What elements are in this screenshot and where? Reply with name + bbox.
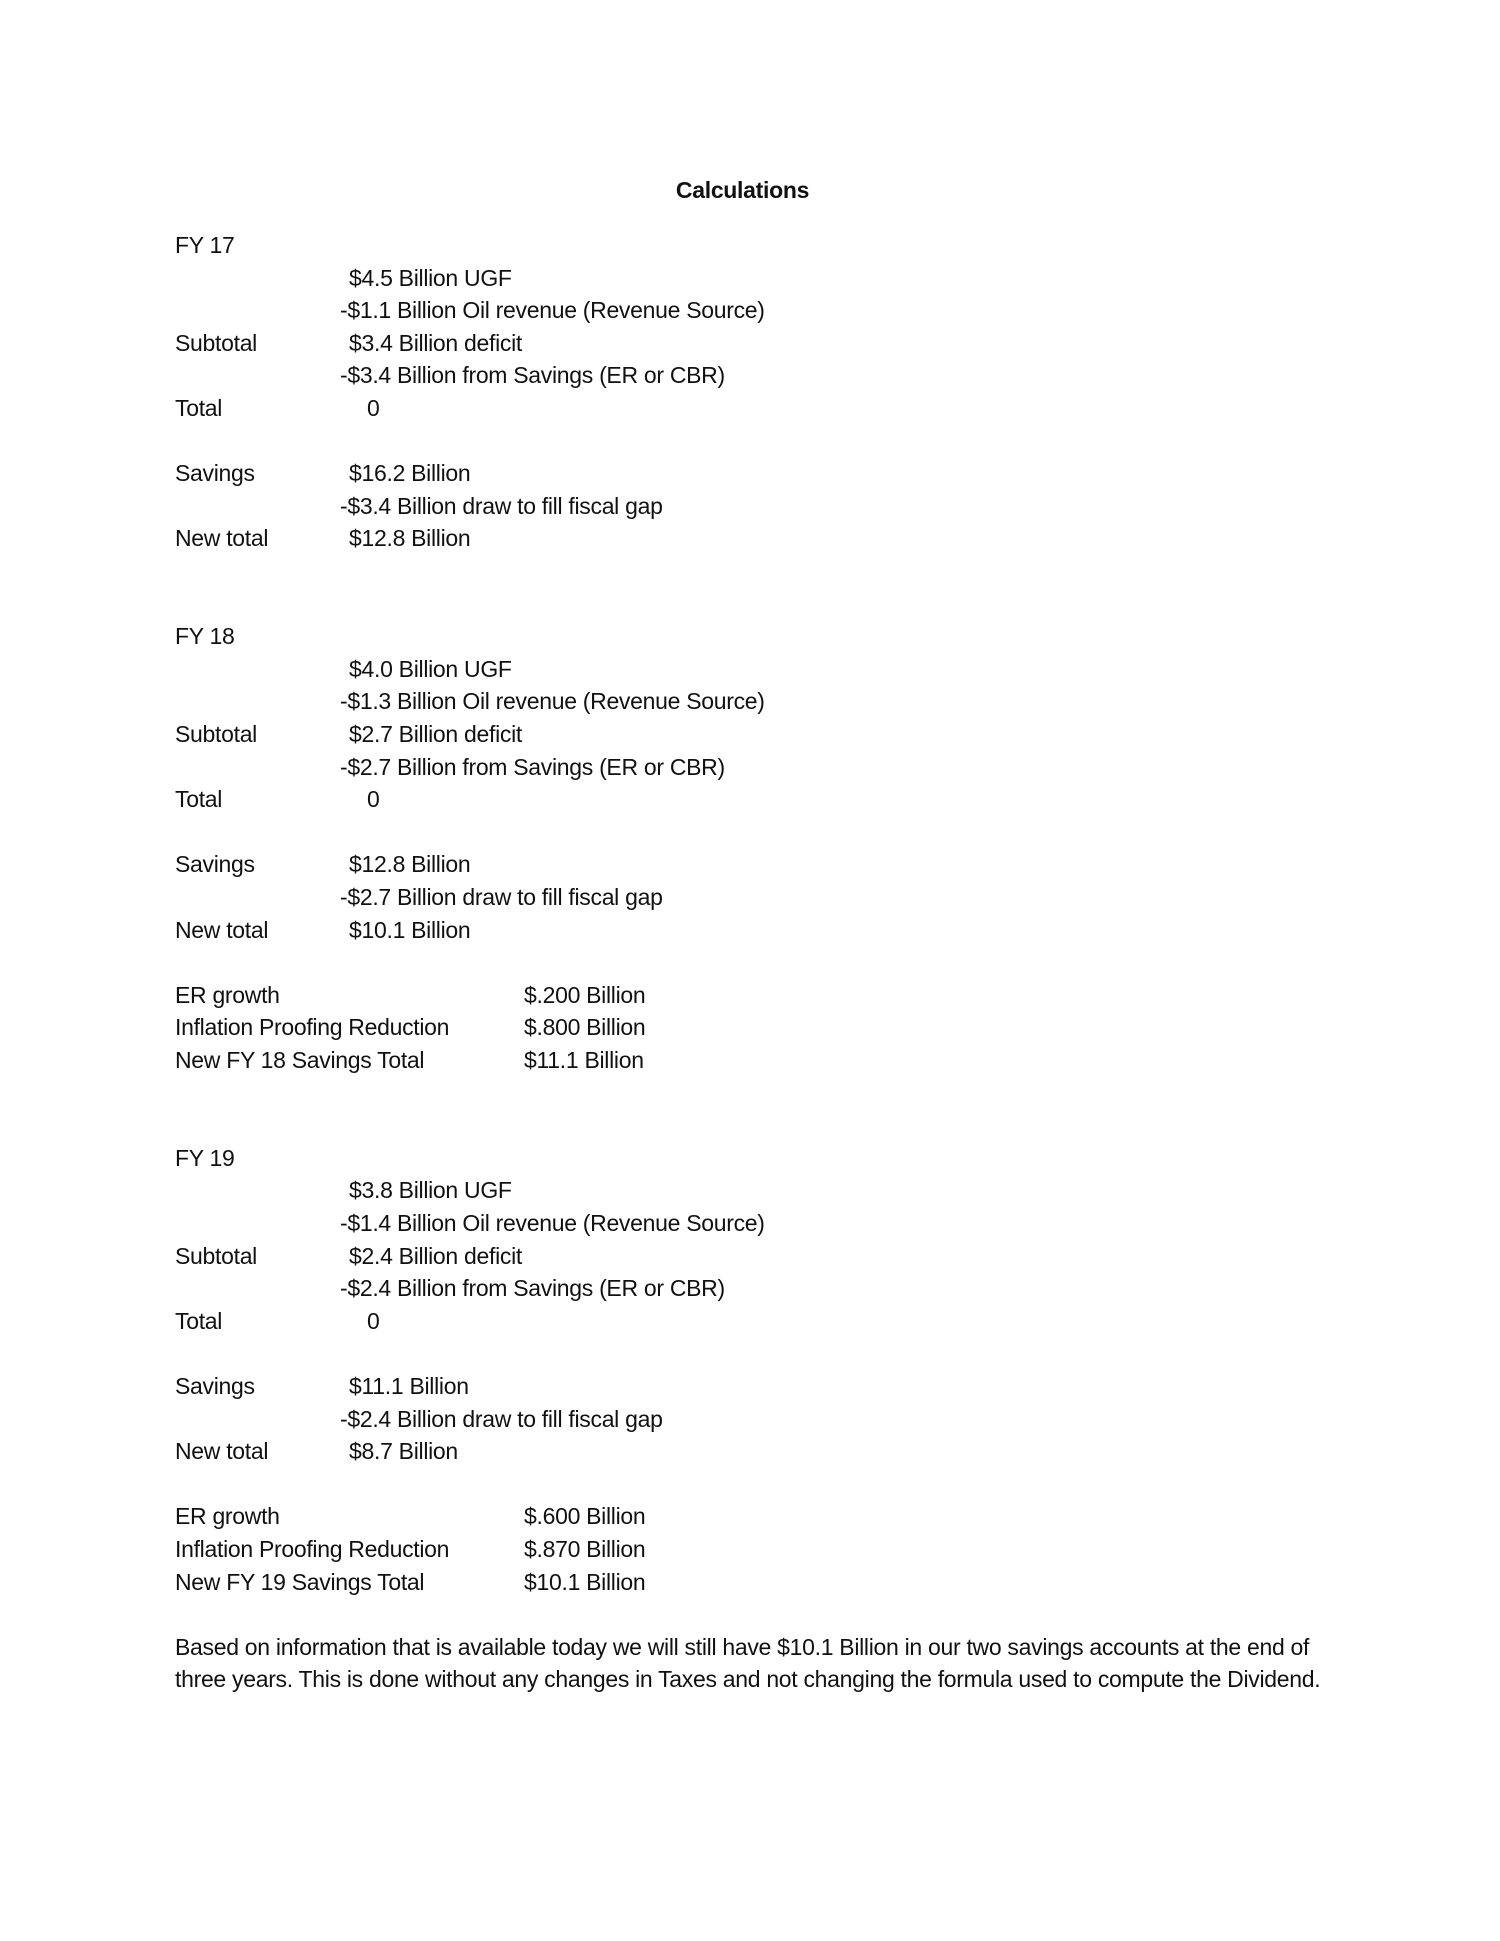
fy19-inflation: $.870 Billion bbox=[524, 1536, 646, 1562]
fy18-heading: FY 18 bbox=[175, 623, 235, 650]
fy19-heading: FY 19 bbox=[175, 1144, 235, 1171]
fy18-er-growth-label: ER growth bbox=[175, 981, 280, 1008]
fy19-subtotal-label: Subtotal bbox=[175, 1242, 257, 1269]
fy18-new-total: $10.1 Billion bbox=[349, 916, 471, 943]
fy18-er-growth: $.200 Billion bbox=[524, 981, 646, 1008]
fy19-new-total: $8.7 Billion bbox=[349, 1438, 458, 1465]
fy17-new-total-label: New total bbox=[175, 525, 269, 552]
fy17-heading: FY 17 bbox=[175, 232, 235, 258]
fy19-new-savings-label: New FY 19 Savings Total bbox=[175, 1568, 425, 1595]
fy19-draw: -$2.4 Billion draw to fill fiscal gap bbox=[340, 1405, 663, 1432]
fy19-inflation-label: Inflation Proofing Reduction bbox=[175, 1536, 450, 1562]
fy17-ugf: $4.5 Billion UGF bbox=[349, 264, 512, 291]
fy19-new-savings: $10.1 Billion bbox=[524, 1568, 646, 1595]
fy19-er-growth: $.600 Billion bbox=[524, 1503, 646, 1530]
fy18-new-savings: $11.1 Billion bbox=[524, 1047, 644, 1073]
fy18-subtotal: $2.7 Billion deficit bbox=[349, 721, 522, 747]
conclusion-paragraph: Based on information that is available today we will still have $10.1 Billion in our two savings accounts at the end of three years. This is done without any changes in Taxes and not changing the formula used to compute the Dividend. bbox=[175, 1633, 1321, 1693]
fy19-savings: $11.1 Billion bbox=[349, 1373, 469, 1399]
fy19-oil-revenue: -$1.4 Billion Oil revenue (Revenue Source) bbox=[340, 1210, 765, 1236]
fy18-total-label: Total bbox=[175, 786, 223, 813]
fy18-from-savings: -$2.7 Billion from Savings (ER or CBR) bbox=[340, 753, 725, 780]
fy17-total: 0 bbox=[367, 395, 380, 421]
fy18-savings: $12.8 Billion bbox=[349, 851, 471, 878]
fy18-draw: -$2.7 Billion draw to fill fiscal gap bbox=[340, 884, 663, 910]
fy19-total-label: Total bbox=[175, 1307, 223, 1334]
fy19-ugf: $3.8 Billion UGF bbox=[349, 1177, 512, 1204]
fy17-total-label: Total bbox=[175, 395, 223, 421]
page-title: Calculations bbox=[675, 177, 810, 203]
fy17-from-savings: -$3.4 Billion from Savings (ER or CBR) bbox=[340, 362, 725, 389]
fy19-from-savings: -$2.4 Billion from Savings (ER or CBR) bbox=[340, 1275, 725, 1302]
fy17-subtotal: $3.4 Billion deficit bbox=[349, 329, 522, 356]
fy17-subtotal-label: Subtotal bbox=[175, 329, 257, 356]
fy17-new-total: $12.8 Billion bbox=[349, 525, 471, 552]
fy19-new-total-label: New total bbox=[175, 1438, 269, 1465]
fy17-oil-revenue: -$1.1 Billion Oil revenue (Revenue Source) bbox=[340, 297, 765, 324]
fy19-total: 0 bbox=[367, 1307, 380, 1334]
fy18-subtotal-label: Subtotal bbox=[175, 721, 257, 747]
fy18-new-savings-label: New FY 18 Savings Total bbox=[175, 1047, 425, 1073]
fy17-savings-label: Savings bbox=[175, 460, 255, 487]
fy18-inflation: $.800 Billion bbox=[524, 1014, 646, 1041]
fy18-total: 0 bbox=[367, 786, 380, 813]
fy17-savings: $16.2 Billion bbox=[349, 460, 471, 487]
fy18-savings-label: Savings bbox=[175, 851, 255, 878]
fy18-inflation-label: Inflation Proofing Reduction bbox=[175, 1014, 450, 1041]
fy18-new-total-label: New total bbox=[175, 916, 269, 943]
fy19-er-growth-label: ER growth bbox=[175, 1503, 280, 1530]
fy17-draw: -$3.4 Billion draw to fill fiscal gap bbox=[340, 492, 663, 519]
fy18-ugf: $4.0 Billion UGF bbox=[349, 655, 512, 682]
fy19-savings-label: Savings bbox=[175, 1373, 255, 1399]
fy18-oil-revenue: -$1.3 Billion Oil revenue (Revenue Source) bbox=[340, 688, 765, 715]
fy19-subtotal: $2.4 Billion deficit bbox=[349, 1242, 522, 1269]
